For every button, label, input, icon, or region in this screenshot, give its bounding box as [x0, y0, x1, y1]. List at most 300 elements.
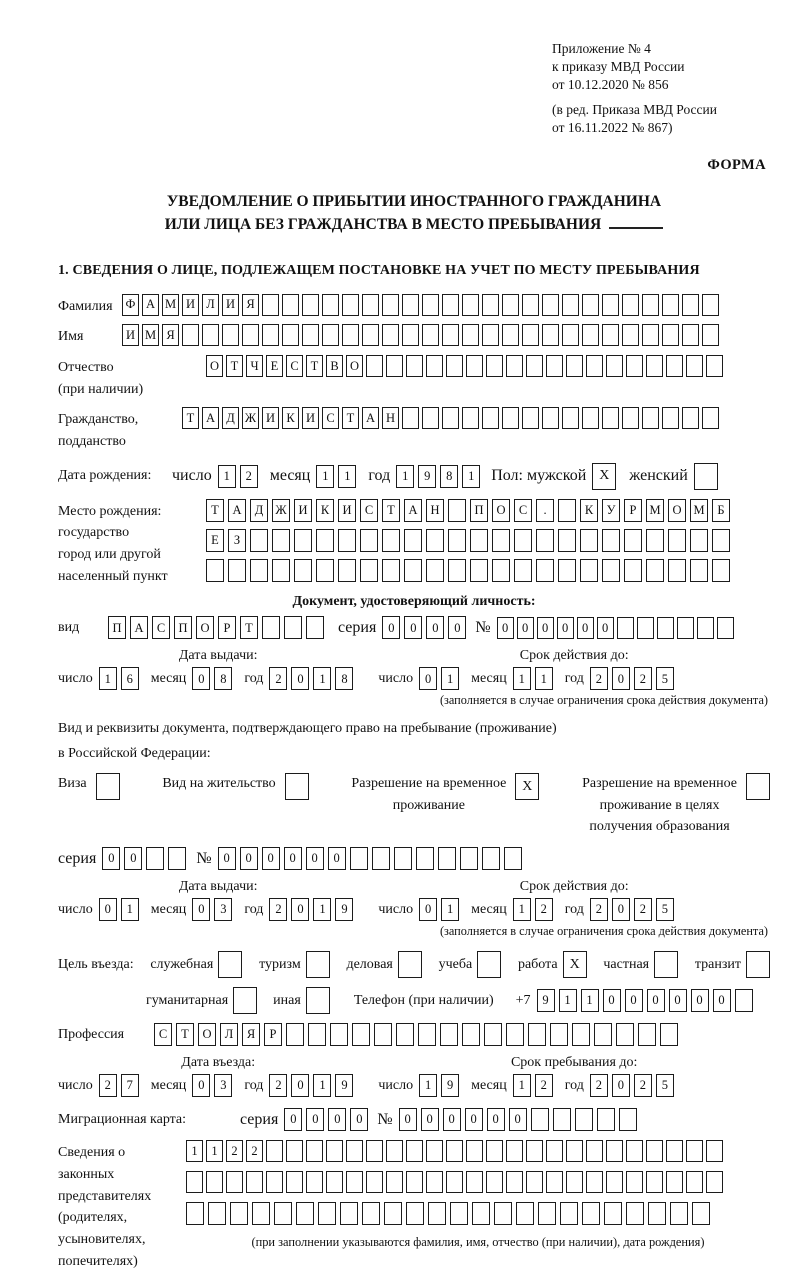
char-cell[interactable]: 8 — [214, 667, 232, 690]
char-cell[interactable] — [522, 324, 539, 346]
char-cell[interactable]: 2 — [269, 667, 287, 690]
char-cell[interactable] — [660, 1023, 678, 1046]
char-cell[interactable]: 2 — [269, 898, 287, 921]
char-cell[interactable] — [542, 324, 559, 346]
char-cell[interactable]: 0 — [497, 617, 514, 639]
char-cell[interactable] — [558, 499, 576, 522]
char-cell[interactable]: 0 — [537, 617, 554, 639]
char-cell[interactable] — [482, 324, 499, 346]
char-cell[interactable] — [686, 355, 703, 377]
char-cell[interactable] — [466, 1140, 483, 1162]
char-cell[interactable] — [382, 559, 400, 582]
char-cell[interactable] — [282, 324, 299, 346]
char-cell[interactable] — [686, 1171, 703, 1193]
char-cell[interactable] — [602, 294, 619, 316]
char-cell[interactable]: Т — [240, 616, 258, 639]
edu-residence-permit-checkbox[interactable] — [746, 773, 770, 800]
char-cell[interactable]: 1 — [513, 1074, 531, 1097]
char-cell[interactable]: 0 — [612, 667, 630, 690]
char-cell[interactable] — [242, 324, 259, 346]
char-cell[interactable] — [586, 355, 603, 377]
char-cell[interactable]: З — [228, 529, 246, 552]
char-cell[interactable]: Р — [624, 499, 642, 522]
char-cell[interactable] — [362, 294, 379, 316]
char-cell[interactable] — [550, 1023, 568, 1046]
char-cell[interactable] — [702, 324, 719, 346]
char-cell[interactable] — [426, 529, 444, 552]
char-cell[interactable] — [446, 1171, 463, 1193]
char-cell[interactable] — [597, 1108, 615, 1131]
char-cell[interactable]: 1 — [338, 465, 356, 488]
char-cell[interactable]: Т — [226, 355, 243, 377]
char-cell[interactable]: 2 — [269, 1074, 287, 1097]
char-cell[interactable] — [626, 1171, 643, 1193]
char-cell[interactable]: 0 — [404, 616, 422, 639]
char-cell[interactable]: 9 — [537, 989, 555, 1012]
char-cell[interactable] — [250, 529, 268, 552]
char-cell[interactable]: 1 — [121, 898, 139, 921]
char-cell[interactable]: П — [470, 499, 488, 522]
char-cell[interactable]: 9 — [335, 1074, 353, 1097]
char-cell[interactable] — [422, 407, 439, 429]
char-cell[interactable]: У — [602, 499, 620, 522]
char-cell[interactable] — [617, 617, 634, 639]
char-cell[interactable]: 2 — [240, 465, 258, 488]
char-cell[interactable] — [362, 1202, 380, 1225]
char-cell[interactable]: О — [196, 616, 214, 639]
char-cell[interactable]: 1 — [581, 989, 599, 1012]
char-cell[interactable]: 9 — [335, 898, 353, 921]
char-cell[interactable]: 0 — [465, 1108, 483, 1131]
char-cell[interactable] — [666, 1171, 683, 1193]
char-cell[interactable]: 1 — [513, 667, 531, 690]
char-cell[interactable] — [462, 294, 479, 316]
char-cell[interactable]: К — [316, 499, 334, 522]
char-cell[interactable] — [526, 355, 543, 377]
char-cell[interactable] — [482, 294, 499, 316]
char-cell[interactable] — [462, 1023, 480, 1046]
char-cell[interactable] — [208, 1202, 226, 1225]
char-cell[interactable] — [266, 1171, 283, 1193]
char-cell[interactable]: 2 — [634, 898, 652, 921]
char-cell[interactable] — [619, 1108, 637, 1131]
char-cell[interactable]: Л — [202, 294, 219, 316]
char-cell[interactable] — [560, 1202, 578, 1225]
char-cell[interactable] — [462, 407, 479, 429]
char-cell[interactable]: 3 — [214, 898, 232, 921]
char-cell[interactable] — [382, 294, 399, 316]
char-cell[interactable] — [250, 559, 268, 582]
char-cell[interactable] — [372, 847, 390, 870]
char-cell[interactable] — [686, 1140, 703, 1162]
char-cell[interactable]: М — [162, 294, 179, 316]
char-cell[interactable] — [422, 324, 439, 346]
char-cell[interactable] — [566, 1140, 583, 1162]
char-cell[interactable] — [531, 1108, 549, 1131]
char-cell[interactable]: Я — [242, 294, 259, 316]
char-cell[interactable]: П — [108, 616, 126, 639]
char-cell[interactable]: А — [130, 616, 148, 639]
char-cell[interactable] — [202, 324, 219, 346]
char-cell[interactable]: А — [142, 294, 159, 316]
char-cell[interactable]: Е — [206, 529, 224, 552]
char-cell[interactable]: 0 — [262, 847, 280, 870]
char-cell[interactable]: 0 — [691, 989, 709, 1012]
char-cell[interactable]: О — [198, 1023, 216, 1046]
char-cell[interactable] — [526, 1140, 543, 1162]
char-cell[interactable] — [230, 1202, 248, 1225]
char-cell[interactable] — [340, 1202, 358, 1225]
char-cell[interactable] — [226, 1171, 243, 1193]
char-cell[interactable] — [702, 294, 719, 316]
char-cell[interactable] — [657, 617, 674, 639]
char-cell[interactable] — [286, 1140, 303, 1162]
char-cell[interactable] — [646, 529, 664, 552]
male-checkbox[interactable]: X — [592, 463, 616, 490]
char-cell[interactable] — [366, 355, 383, 377]
char-cell[interactable] — [602, 529, 620, 552]
char-cell[interactable]: 0 — [328, 847, 346, 870]
char-cell[interactable] — [668, 559, 686, 582]
char-cell[interactable] — [622, 294, 639, 316]
char-cell[interactable]: Т — [182, 407, 199, 429]
char-cell[interactable] — [406, 1171, 423, 1193]
char-cell[interactable] — [350, 847, 368, 870]
char-cell[interactable] — [626, 355, 643, 377]
char-cell[interactable]: 1 — [535, 667, 553, 690]
char-cell[interactable] — [446, 1140, 463, 1162]
char-cell[interactable]: Я — [242, 1023, 260, 1046]
char-cell[interactable] — [466, 1171, 483, 1193]
char-cell[interactable]: Ж — [242, 407, 259, 429]
char-cell[interactable] — [186, 1171, 203, 1193]
char-cell[interactable] — [506, 1023, 524, 1046]
char-cell[interactable] — [697, 617, 714, 639]
char-cell[interactable]: 0 — [421, 1108, 439, 1131]
humanitarian-checkbox[interactable] — [233, 987, 257, 1014]
char-cell[interactable] — [404, 559, 422, 582]
char-cell[interactable]: 8 — [440, 465, 458, 488]
transit-checkbox[interactable] — [746, 951, 770, 978]
char-cell[interactable]: 0 — [291, 1074, 309, 1097]
char-cell[interactable]: Т — [306, 355, 323, 377]
char-cell[interactable] — [536, 529, 554, 552]
char-cell[interactable]: Ф — [122, 294, 139, 316]
char-cell[interactable]: П — [174, 616, 192, 639]
char-cell[interactable]: Ж — [272, 499, 290, 522]
char-cell[interactable] — [252, 1202, 270, 1225]
char-cell[interactable] — [482, 847, 500, 870]
char-cell[interactable] — [546, 1140, 563, 1162]
char-cell[interactable] — [494, 1202, 512, 1225]
char-cell[interactable]: В — [326, 355, 343, 377]
char-cell[interactable]: И — [302, 407, 319, 429]
char-cell[interactable] — [706, 1140, 723, 1162]
char-cell[interactable] — [642, 324, 659, 346]
char-cell[interactable] — [448, 559, 466, 582]
char-cell[interactable]: И — [294, 499, 312, 522]
other-checkbox[interactable] — [306, 987, 330, 1014]
char-cell[interactable]: О — [206, 355, 223, 377]
char-cell[interactable]: Р — [264, 1023, 282, 1046]
char-cell[interactable] — [626, 1202, 644, 1225]
char-cell[interactable]: 0 — [443, 1108, 461, 1131]
char-cell[interactable] — [624, 529, 642, 552]
char-cell[interactable]: 0 — [306, 1108, 324, 1131]
char-cell[interactable]: 0 — [192, 898, 210, 921]
char-cell[interactable]: 9 — [441, 1074, 459, 1097]
char-cell[interactable] — [382, 529, 400, 552]
char-cell[interactable] — [282, 294, 299, 316]
char-cell[interactable] — [582, 1202, 600, 1225]
char-cell[interactable]: Д — [222, 407, 239, 429]
char-cell[interactable] — [426, 1140, 443, 1162]
char-cell[interactable]: 0 — [612, 1074, 630, 1097]
char-cell[interactable] — [682, 294, 699, 316]
char-cell[interactable] — [308, 1023, 326, 1046]
char-cell[interactable] — [642, 294, 659, 316]
char-cell[interactable] — [682, 324, 699, 346]
char-cell[interactable] — [504, 847, 522, 870]
char-cell[interactable]: 2 — [535, 1074, 553, 1097]
char-cell[interactable] — [302, 324, 319, 346]
char-cell[interactable] — [422, 294, 439, 316]
char-cell[interactable] — [262, 616, 280, 639]
char-cell[interactable]: 2 — [634, 667, 652, 690]
char-cell[interactable]: 5 — [656, 1074, 674, 1097]
char-cell[interactable] — [712, 559, 730, 582]
char-cell[interactable]: С — [154, 1023, 172, 1046]
char-cell[interactable] — [402, 294, 419, 316]
char-cell[interactable] — [294, 529, 312, 552]
char-cell[interactable]: 1 — [513, 898, 531, 921]
char-cell[interactable] — [604, 1202, 622, 1225]
char-cell[interactable]: 2 — [99, 1074, 117, 1097]
char-cell[interactable] — [546, 355, 563, 377]
char-cell[interactable] — [637, 617, 654, 639]
char-cell[interactable] — [662, 294, 679, 316]
char-cell[interactable]: 6 — [121, 667, 139, 690]
char-cell[interactable] — [562, 324, 579, 346]
char-cell[interactable] — [492, 529, 510, 552]
char-cell[interactable]: 1 — [441, 898, 459, 921]
char-cell[interactable]: А — [404, 499, 422, 522]
char-cell[interactable]: Т — [206, 499, 224, 522]
char-cell[interactable]: 8 — [335, 667, 353, 690]
char-cell[interactable] — [186, 1202, 204, 1225]
char-cell[interactable]: 1 — [186, 1140, 203, 1162]
char-cell[interactable]: Л — [220, 1023, 238, 1046]
char-cell[interactable] — [374, 1023, 392, 1046]
char-cell[interactable] — [442, 294, 459, 316]
char-cell[interactable] — [446, 355, 463, 377]
char-cell[interactable]: Н — [382, 407, 399, 429]
char-cell[interactable] — [486, 1140, 503, 1162]
char-cell[interactable] — [506, 355, 523, 377]
char-cell[interactable] — [646, 1140, 663, 1162]
char-cell[interactable]: О — [346, 355, 363, 377]
char-cell[interactable]: 0 — [419, 667, 437, 690]
char-cell[interactable]: 0 — [284, 1108, 302, 1131]
char-cell[interactable]: Ч — [246, 355, 263, 377]
char-cell[interactable]: 2 — [590, 667, 608, 690]
char-cell[interactable]: 1 — [559, 989, 577, 1012]
char-cell[interactable]: 0 — [487, 1108, 505, 1131]
char-cell[interactable] — [706, 1171, 723, 1193]
char-cell[interactable] — [272, 529, 290, 552]
char-cell[interactable] — [338, 559, 356, 582]
char-cell[interactable] — [638, 1023, 656, 1046]
char-cell[interactable]: 3 — [214, 1074, 232, 1097]
char-cell[interactable] — [426, 355, 443, 377]
char-cell[interactable] — [418, 1023, 436, 1046]
char-cell[interactable] — [662, 324, 679, 346]
char-cell[interactable] — [342, 294, 359, 316]
char-cell[interactable] — [438, 847, 456, 870]
char-cell[interactable]: 1 — [419, 1074, 437, 1097]
char-cell[interactable]: 0 — [192, 1074, 210, 1097]
char-cell[interactable]: 1 — [206, 1140, 223, 1162]
char-cell[interactable]: 0 — [306, 847, 324, 870]
residence-permit-checkbox[interactable] — [285, 773, 309, 800]
char-cell[interactable]: К — [282, 407, 299, 429]
char-cell[interactable]: И — [122, 324, 139, 346]
char-cell[interactable]: 5 — [656, 898, 674, 921]
char-cell[interactable] — [706, 355, 723, 377]
char-cell[interactable]: С — [514, 499, 532, 522]
char-cell[interactable] — [286, 1023, 304, 1046]
char-cell[interactable]: 0 — [240, 847, 258, 870]
char-cell[interactable]: Е — [266, 355, 283, 377]
char-cell[interactable] — [274, 1202, 292, 1225]
female-checkbox[interactable] — [694, 463, 718, 490]
char-cell[interactable]: 0 — [557, 617, 574, 639]
char-cell[interactable] — [384, 1202, 402, 1225]
char-cell[interactable] — [394, 847, 412, 870]
char-cell[interactable] — [404, 529, 422, 552]
char-cell[interactable] — [482, 407, 499, 429]
char-cell[interactable] — [228, 559, 246, 582]
char-cell[interactable] — [586, 1140, 603, 1162]
temp-residence-permit-checkbox[interactable]: X — [515, 773, 539, 800]
char-cell[interactable]: 1 — [99, 667, 117, 690]
char-cell[interactable] — [558, 559, 576, 582]
char-cell[interactable]: О — [668, 499, 686, 522]
char-cell[interactable] — [622, 407, 639, 429]
char-cell[interactable] — [360, 559, 378, 582]
char-cell[interactable] — [666, 355, 683, 377]
char-cell[interactable]: 2 — [246, 1140, 263, 1162]
char-cell[interactable]: 2 — [590, 898, 608, 921]
char-cell[interactable]: Т — [342, 407, 359, 429]
char-cell[interactable] — [296, 1202, 314, 1225]
char-cell[interactable] — [330, 1023, 348, 1046]
char-cell[interactable] — [606, 1140, 623, 1162]
char-cell[interactable] — [462, 324, 479, 346]
char-cell[interactable]: 0 — [419, 898, 437, 921]
char-cell[interactable]: 0 — [382, 616, 400, 639]
char-cell[interactable] — [262, 324, 279, 346]
char-cell[interactable]: 5 — [656, 667, 674, 690]
char-cell[interactable] — [428, 1202, 446, 1225]
char-cell[interactable]: 0 — [328, 1108, 346, 1131]
char-cell[interactable] — [168, 847, 186, 870]
char-cell[interactable] — [460, 847, 478, 870]
char-cell[interactable]: 0 — [192, 667, 210, 690]
char-cell[interactable]: С — [360, 499, 378, 522]
char-cell[interactable] — [646, 1171, 663, 1193]
char-cell[interactable] — [362, 324, 379, 346]
char-cell[interactable] — [668, 529, 686, 552]
char-cell[interactable]: 1 — [396, 465, 414, 488]
char-cell[interactable] — [440, 1023, 458, 1046]
char-cell[interactable]: С — [152, 616, 170, 639]
char-cell[interactable] — [624, 559, 642, 582]
char-cell[interactable] — [426, 1171, 443, 1193]
char-cell[interactable] — [322, 324, 339, 346]
char-cell[interactable]: Б — [712, 499, 730, 522]
char-cell[interactable] — [486, 355, 503, 377]
char-cell[interactable] — [717, 617, 734, 639]
char-cell[interactable]: А — [202, 407, 219, 429]
char-cell[interactable] — [602, 407, 619, 429]
char-cell[interactable]: 0 — [517, 617, 534, 639]
char-cell[interactable] — [516, 1202, 534, 1225]
char-cell[interactable] — [306, 1140, 323, 1162]
char-cell[interactable] — [666, 1140, 683, 1162]
char-cell[interactable] — [382, 324, 399, 346]
char-cell[interactable]: 0 — [291, 667, 309, 690]
char-cell[interactable] — [558, 529, 576, 552]
char-cell[interactable]: 1 — [462, 465, 480, 488]
char-cell[interactable] — [402, 324, 419, 346]
char-cell[interactable] — [262, 294, 279, 316]
char-cell[interactable] — [528, 1023, 546, 1046]
char-cell[interactable] — [492, 559, 510, 582]
char-cell[interactable] — [306, 616, 324, 639]
char-cell[interactable] — [466, 355, 483, 377]
char-cell[interactable] — [682, 407, 699, 429]
char-cell[interactable] — [562, 407, 579, 429]
char-cell[interactable] — [246, 1171, 263, 1193]
char-cell[interactable]: 0 — [350, 1108, 368, 1131]
char-cell[interactable] — [326, 1140, 343, 1162]
char-cell[interactable] — [606, 1171, 623, 1193]
char-cell[interactable] — [582, 294, 599, 316]
char-cell[interactable]: 7 — [121, 1074, 139, 1097]
char-cell[interactable] — [294, 559, 312, 582]
char-cell[interactable]: 1 — [441, 667, 459, 690]
char-cell[interactable]: 0 — [448, 616, 466, 639]
char-cell[interactable]: Т — [382, 499, 400, 522]
char-cell[interactable]: 0 — [647, 989, 665, 1012]
char-cell[interactable] — [326, 1171, 343, 1193]
char-cell[interactable] — [306, 1171, 323, 1193]
char-cell[interactable]: 0 — [612, 898, 630, 921]
char-cell[interactable]: 2 — [226, 1140, 243, 1162]
char-cell[interactable]: И — [222, 294, 239, 316]
char-cell[interactable]: А — [362, 407, 379, 429]
char-cell[interactable] — [690, 529, 708, 552]
char-cell[interactable] — [442, 324, 459, 346]
char-cell[interactable] — [616, 1023, 634, 1046]
work-checkbox[interactable]: X — [563, 951, 587, 978]
char-cell[interactable] — [416, 847, 434, 870]
char-cell[interactable]: 0 — [597, 617, 614, 639]
char-cell[interactable] — [692, 1202, 710, 1225]
char-cell[interactable]: 1 — [313, 667, 331, 690]
char-cell[interactable] — [206, 559, 224, 582]
